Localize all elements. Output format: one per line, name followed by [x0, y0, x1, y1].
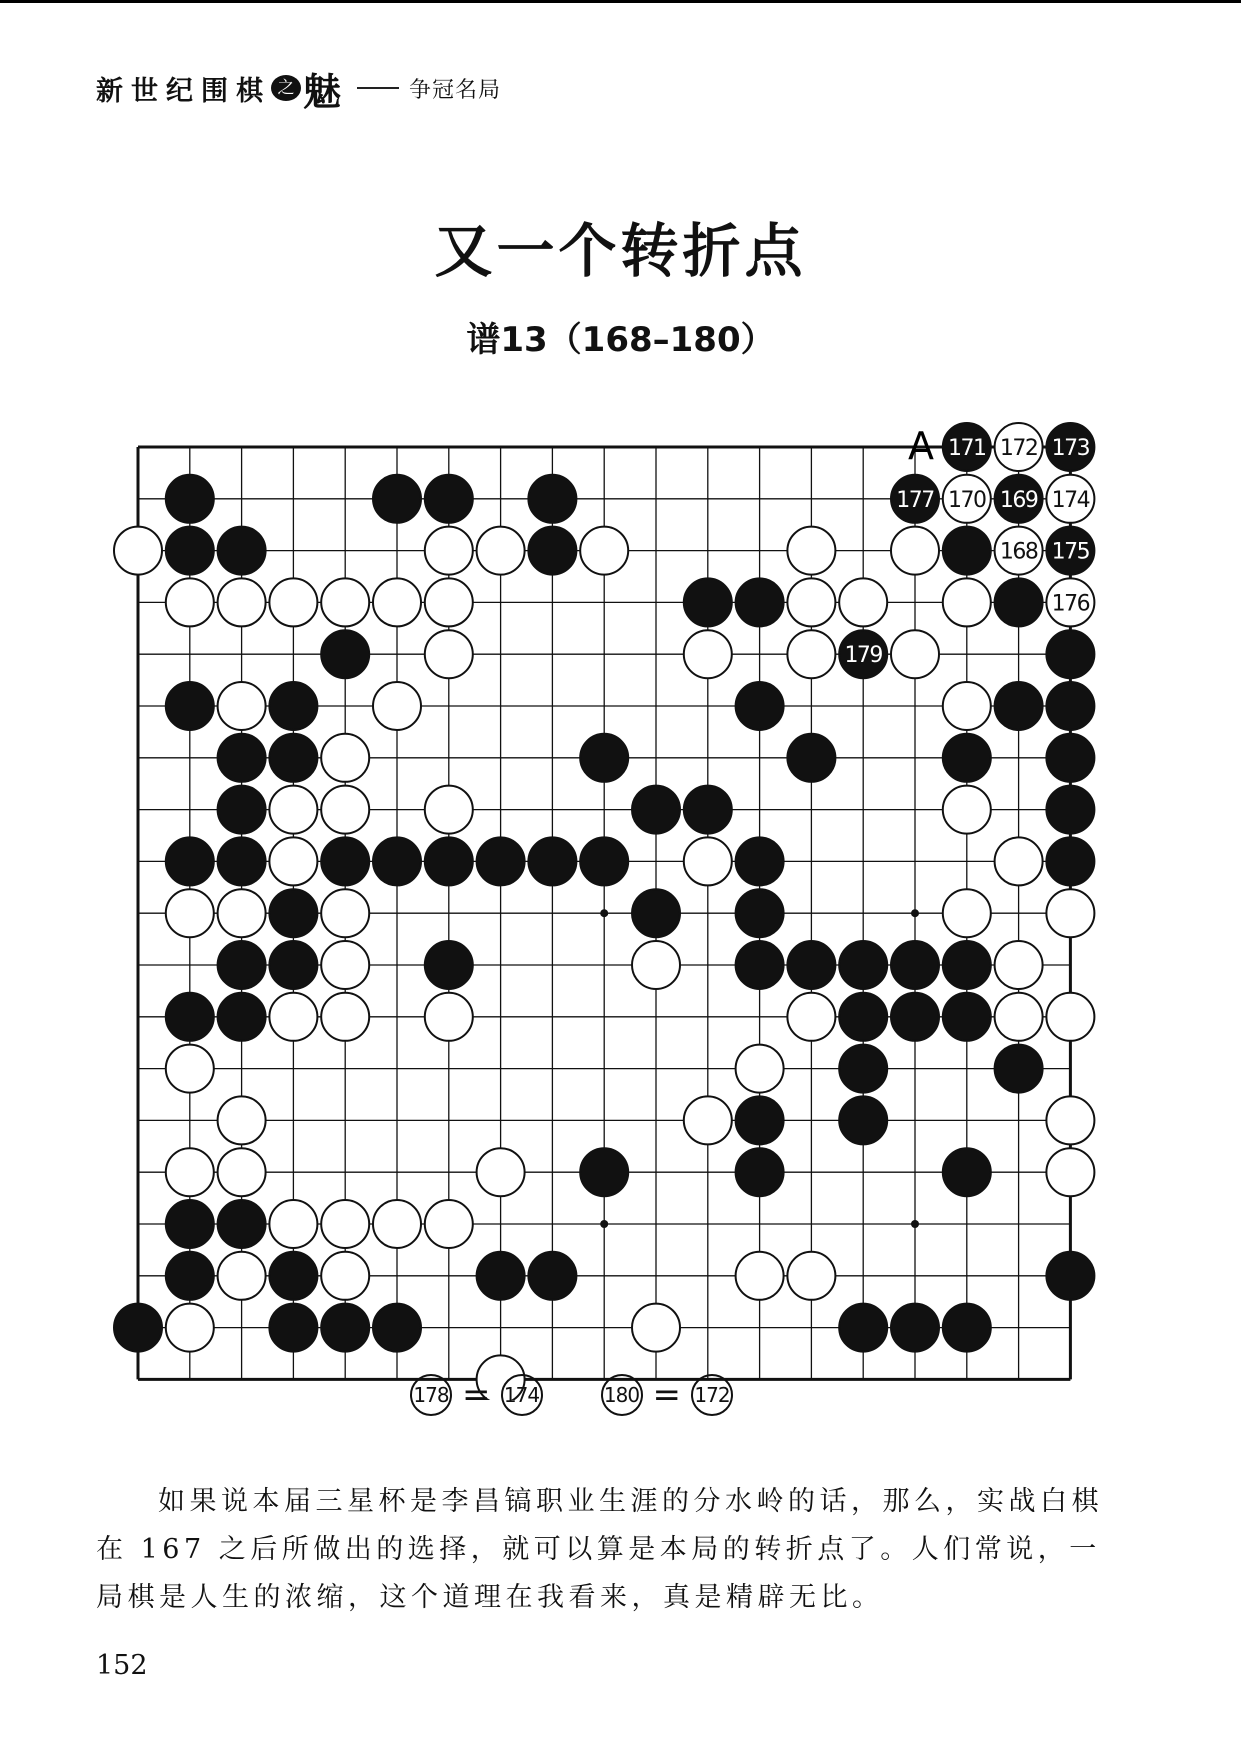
- white-stone: [995, 837, 1043, 885]
- white-stone: [580, 527, 628, 575]
- equals-sign: =: [462, 1375, 491, 1415]
- white-stone: [1046, 1148, 1094, 1196]
- white-stone: [321, 578, 369, 626]
- black-stone: [943, 734, 991, 782]
- black-stone: [736, 578, 784, 626]
- black-stone: [269, 1304, 317, 1352]
- white-stone: [425, 993, 473, 1041]
- white-stone: [321, 993, 369, 1041]
- black-stone: [580, 1148, 628, 1196]
- black-stone: [1046, 734, 1094, 782]
- black-stone: [1046, 1252, 1094, 1300]
- black-stone: [166, 1252, 214, 1300]
- move-176-stone: [1046, 578, 1094, 626]
- white-stone: [995, 993, 1043, 1041]
- black-stone: [736, 682, 784, 730]
- black-stone: [943, 941, 991, 989]
- move-circle: 180: [601, 1374, 643, 1416]
- white-stone: [787, 630, 835, 678]
- white-stone: [166, 1148, 214, 1196]
- white-stone: [943, 786, 991, 834]
- black-stone: [632, 786, 680, 834]
- black-stone: [891, 1304, 939, 1352]
- black-stone: [166, 1200, 214, 1248]
- black-stone: [477, 1252, 525, 1300]
- black-stone: [373, 1304, 421, 1352]
- white-stone: [891, 527, 939, 575]
- white-stone: [269, 1200, 317, 1248]
- black-stone: [218, 786, 266, 834]
- black-stone: [891, 941, 939, 989]
- move-circle: 174: [501, 1374, 543, 1416]
- black-stone: [269, 734, 317, 782]
- black-stone: [373, 837, 421, 885]
- move-number: 173: [1051, 436, 1090, 461]
- black-stone: [166, 682, 214, 730]
- body-paragraph: 如果说本届三星杯是李昌镐职业生涯的分水岭的话，那么，实战白棋在 167 之后所做出的选择，就可以算是本局的转折点了。人们常说，一局棋是人生的浓缩，这个道理在我看来，真是精辟无比。: [96, 1486, 1103, 1613]
- white-stone: [373, 578, 421, 626]
- black-stone: [943, 993, 991, 1041]
- white-stone: [166, 889, 214, 937]
- move-number: 175: [1051, 539, 1090, 565]
- black-stone: [839, 1096, 887, 1144]
- white-stone: [269, 837, 317, 885]
- white-stone: [787, 993, 835, 1041]
- white-stone: [736, 1252, 784, 1300]
- black-stone: [684, 786, 732, 834]
- black-stone: [943, 527, 991, 575]
- white-stone: [632, 941, 680, 989]
- move-177-stone: [891, 475, 939, 523]
- black-stone: [166, 993, 214, 1041]
- black-stone: [891, 993, 939, 1041]
- black-stone: [943, 1304, 991, 1352]
- white-stone: [114, 527, 162, 575]
- black-stone: [269, 1252, 317, 1300]
- white-stone: [1046, 1096, 1094, 1144]
- black-stone: [425, 837, 473, 885]
- black-stone: [839, 1045, 887, 1093]
- black-stone: [218, 941, 266, 989]
- black-stone: [632, 889, 680, 937]
- series-name: 新世纪围棋: [96, 75, 271, 107]
- white-stone: [1046, 993, 1094, 1041]
- star-point: [600, 1220, 608, 1228]
- black-stone: [736, 837, 784, 885]
- white-stone: [891, 630, 939, 678]
- black-stone: [1046, 630, 1094, 678]
- black-stone: [218, 527, 266, 575]
- black-stone: [995, 682, 1043, 730]
- white-stone: [943, 578, 991, 626]
- black-stone: [736, 1148, 784, 1196]
- white-stone: [166, 1045, 214, 1093]
- black-stone: [684, 578, 732, 626]
- white-stone: [632, 1304, 680, 1352]
- star-point: [911, 909, 919, 917]
- white-stone: [321, 1200, 369, 1248]
- white-stone: [425, 527, 473, 575]
- black-stone: [1046, 786, 1094, 834]
- white-stone: [787, 1252, 835, 1300]
- white-stone: [684, 630, 732, 678]
- black-stone: [321, 630, 369, 678]
- white-stone: [787, 578, 835, 626]
- series-badge: 之: [271, 75, 301, 101]
- black-stone: [269, 889, 317, 937]
- page-title: 又一个转折点: [434, 217, 807, 285]
- black-stone: [321, 837, 369, 885]
- black-stone: [1046, 682, 1094, 730]
- white-stone: [218, 889, 266, 937]
- white-stone: [218, 1252, 266, 1300]
- white-stone: [373, 1200, 421, 1248]
- white-stone: [477, 1148, 525, 1196]
- equivalence-1: [410, 1374, 543, 1416]
- corner-label-a: A: [908, 424, 934, 468]
- white-stone: [425, 1200, 473, 1248]
- black-stone: [1046, 837, 1094, 885]
- move-circle: 172: [691, 1374, 733, 1416]
- black-stone: [166, 837, 214, 885]
- black-stone: [943, 1148, 991, 1196]
- white-stone: [218, 1148, 266, 1196]
- black-stone: [839, 993, 887, 1041]
- move-number: 171: [948, 436, 986, 461]
- black-stone: [787, 734, 835, 782]
- black-stone: [736, 1096, 784, 1144]
- black-stone: [373, 475, 421, 523]
- white-stone: [166, 1304, 214, 1352]
- white-stone: [839, 578, 887, 626]
- black-stone: [528, 1252, 576, 1300]
- black-stone: [218, 1200, 266, 1248]
- move-number: 172: [999, 436, 1038, 461]
- star-point: [911, 1220, 919, 1228]
- black-stone: [114, 1304, 162, 1352]
- move-172-stone: [995, 423, 1043, 471]
- white-stone: [736, 1045, 784, 1093]
- move-168-stone: [995, 527, 1043, 575]
- black-stone: [166, 475, 214, 523]
- white-stone: [943, 682, 991, 730]
- white-stone: [1046, 889, 1094, 937]
- equals-sign: =: [652, 1375, 681, 1415]
- black-stone: [528, 527, 576, 575]
- body-text: [96, 1478, 1116, 1622]
- move-169-stone: [995, 475, 1043, 523]
- move-174-stone: [1046, 475, 1094, 523]
- white-stone: [166, 578, 214, 626]
- black-stone: [787, 941, 835, 989]
- white-stone: [321, 889, 369, 937]
- white-stone: [995, 941, 1043, 989]
- white-stone: [269, 786, 317, 834]
- black-stone: [839, 1304, 887, 1352]
- black-stone: [269, 682, 317, 730]
- black-stone: [166, 527, 214, 575]
- white-stone: [425, 630, 473, 678]
- page-subtitle: 谱13（168–180）: [466, 320, 775, 360]
- white-stone: [269, 993, 317, 1041]
- book-title: 争冠名局: [409, 77, 502, 103]
- white-stone: [477, 527, 525, 575]
- move-179-stone: [839, 630, 887, 678]
- move-170-stone: [943, 475, 991, 523]
- black-stone: [218, 993, 266, 1041]
- black-stone: [580, 734, 628, 782]
- white-stone: [684, 1096, 732, 1144]
- black-stone: [218, 734, 266, 782]
- page-number: 152: [96, 1650, 148, 1681]
- white-stone: [321, 1252, 369, 1300]
- white-stone: [425, 786, 473, 834]
- black-stone: [528, 837, 576, 885]
- black-stone: [425, 941, 473, 989]
- move-number: 177: [896, 487, 934, 513]
- white-stone: [425, 578, 473, 626]
- move-175-stone: [1046, 527, 1094, 575]
- series-big-char: 魅: [303, 68, 342, 114]
- black-stone: [477, 837, 525, 885]
- white-stone: [787, 527, 835, 575]
- black-stone: [736, 889, 784, 937]
- move-number: 170: [948, 487, 986, 513]
- star-point: [600, 909, 608, 917]
- black-stone: [425, 475, 473, 523]
- white-stone: [373, 682, 421, 730]
- move-circle: 178: [410, 1374, 452, 1416]
- white-stone: [684, 837, 732, 885]
- black-stone: [580, 837, 628, 885]
- move-number: 169: [999, 487, 1038, 513]
- white-stone: [321, 734, 369, 782]
- white-stone: [321, 786, 369, 834]
- move-171-stone: [943, 423, 991, 471]
- white-stone: [218, 682, 266, 730]
- black-stone: [321, 1304, 369, 1352]
- white-stone: [943, 889, 991, 937]
- white-stone: [218, 578, 266, 626]
- black-stone: [839, 941, 887, 989]
- move-number: 176: [1051, 591, 1090, 617]
- white-stone: [321, 941, 369, 989]
- white-stone: [218, 1096, 266, 1144]
- black-stone: [528, 475, 576, 523]
- move-number: 168: [999, 539, 1038, 565]
- move-173-stone: [1046, 423, 1094, 471]
- black-stone: [269, 941, 317, 989]
- move-number: 174: [1051, 487, 1090, 513]
- black-stone: [218, 837, 266, 885]
- white-stone: [269, 578, 317, 626]
- move-number: 179: [844, 643, 882, 669]
- black-stone: [736, 941, 784, 989]
- black-stone: [995, 578, 1043, 626]
- equivalence-2: [601, 1374, 734, 1416]
- black-stone: [995, 1045, 1043, 1093]
- move-equivalences: [410, 1374, 733, 1416]
